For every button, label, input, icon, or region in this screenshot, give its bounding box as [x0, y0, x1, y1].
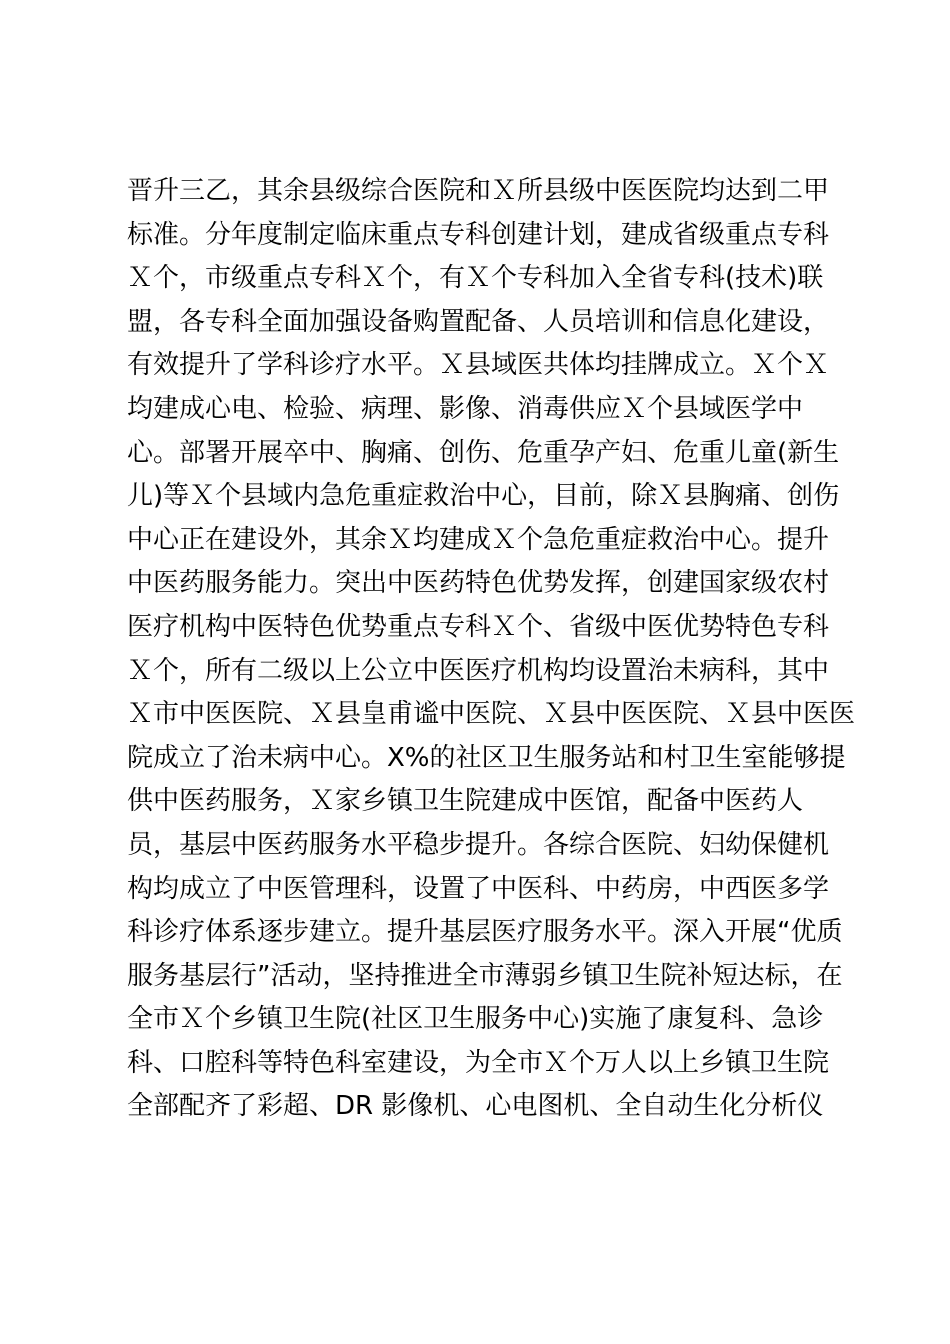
text-line: 标准。分年度制定临床重点专科创建计划，建成省级重点专科	[127, 219, 830, 250]
text-line: 中心正在建设外，其余Ｘ均建成Ｘ个急危重症救治中心。提升	[127, 524, 830, 555]
text-line: 全部配齐了彩超、DR 影像机、心电图机、全自动生化分析仪	[127, 1091, 824, 1122]
text-line: 晋升三乙，其余县级综合医院和Ｘ所县级中医医院均达到二甲	[127, 176, 830, 206]
text-line: 员，基层中医药服务水平稳步提升。各综合医院、妇幼保健机	[127, 829, 830, 860]
text-line: 供中医药服务，Ｘ家乡镇卫生院建成中医馆，配备中医药人	[127, 786, 804, 817]
text-line: 儿)等Ｘ个县域内急危重症救治中心，目前，除Ｘ县胸痛、创伤	[127, 481, 840, 512]
text-line: 科、口腔科等特色科室建设，为全市Ｘ个万人以上乡镇卫生院	[127, 1047, 830, 1078]
text-line: 心。部署开展卒中、胸痛、创伤、危重孕产妇、危重儿童(新生	[127, 437, 840, 468]
text-line: Ｘ个，市级重点专科Ｘ个，有Ｘ个专科加入全省专科(技术)联	[127, 263, 824, 294]
text-line: 构均成立了中医管理科，设置了中医科、中药房，中西医多学	[127, 873, 830, 904]
text-line: 医疗机构中医特色优势重点专科Ｘ个、省级中医优势特色专科	[127, 611, 830, 642]
text-line: Ｘ市中医医院、Ｘ县皇甫谧中医院、Ｘ县中医医院、Ｘ县中医医	[127, 699, 856, 730]
body-paragraph	[127, 170, 856, 1129]
text-line: 均建成心电、检验、病理、影像、消毒供应Ｘ个县域医学中	[127, 393, 804, 424]
text-line: 盟，各专科全面加强设备购置配备、人员培训和信息化建设，	[127, 306, 830, 337]
text-line: 服务基层行”活动，坚持推进全市薄弱乡镇卫生院补短达标，在	[127, 960, 843, 991]
text-line: 有效提升了学科诊疗水平。Ｘ县域医共体均挂牌成立。Ｘ个Ｘ	[127, 350, 830, 381]
text-line: 全市Ｘ个乡镇卫生院(社区卫生服务中心)实施了康复科、急诊	[127, 1004, 824, 1035]
text-line: Ｘ个，所有二级以上公立中医医疗机构均设置治未病科，其中	[127, 655, 830, 686]
text-line: 中医药服务能力。突出中医药特色优势发挥，创建国家级农村	[127, 568, 830, 599]
text-line: 院成立了治未病中心。X%的社区卫生服务站和村卫生室能够提	[127, 742, 846, 773]
text-line: 科诊疗体系逐步建立。提升基层医疗服务水平。深入开展“优质	[127, 917, 843, 948]
